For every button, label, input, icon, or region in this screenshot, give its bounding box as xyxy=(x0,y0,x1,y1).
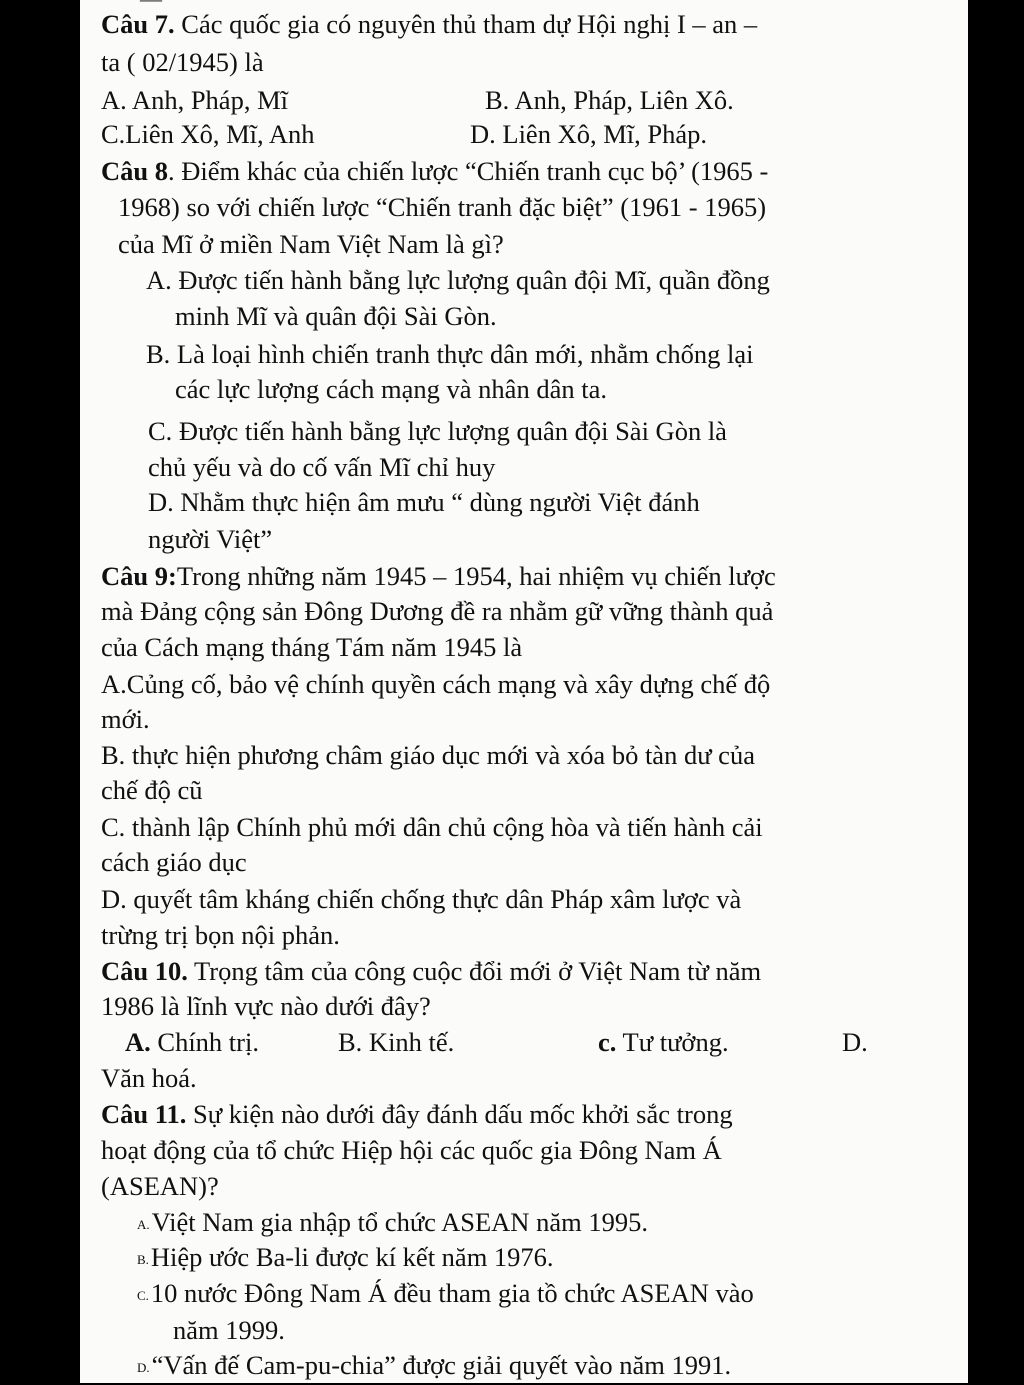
q9-option-d-line1: D. quyết tâm kháng chiến chống thực dân Pháp xâm lược và xyxy=(101,884,742,914)
q10-label: Câu 10. xyxy=(101,956,188,986)
q7-option-b: B. Anh, Pháp, Liên Xô. xyxy=(485,85,734,115)
q7-stem-line2: ta ( 02/1945) là xyxy=(101,47,264,77)
q8-option-c-line2: chủ yếu và do cố vấn Mĩ chỉ huy xyxy=(148,452,496,482)
q11-option-b: B.Hiệp ước Ba-li được kí kết năm 1976. xyxy=(137,1242,554,1272)
q9-option-b-line2: chế độ cũ xyxy=(101,775,203,805)
q9-option-c-line1: C. thành lập Chính phủ mới dân chủ cộng hòa và tiến hành cải xyxy=(101,812,763,842)
q7-stem-line1: Câu 7. Các quốc gia có nguyên thủ tham dự Hội nghị I – an – xyxy=(101,9,758,39)
q11-stem-line1: Câu 11. Sự kiện nào dưới đây đánh dấu mốc khởi sắc trong xyxy=(101,1099,733,1129)
q10-option-d-key: D. xyxy=(842,1027,868,1057)
q7-option-a: A. Anh, Pháp, Mĩ xyxy=(101,85,288,115)
q10-option-a: A. Chính trị. xyxy=(125,1027,259,1057)
q8-stem-line2: 1968) so với chiến lược “Chiến tranh đặc biệt” (1961 - 1965) xyxy=(118,192,767,222)
q11-option-c-line1: C.10 nước Đông Nam Á đều tham gia tồ chức ASEAN vào xyxy=(137,1278,754,1308)
q7-label: Câu 7. xyxy=(101,9,175,39)
q8-option-c-line1: C. Được tiến hành bằng lực lượng quân đội Sài Gòn là xyxy=(148,416,727,446)
q10-stem-line2: 1986 là lĩnh vực nào dưới đây? xyxy=(101,991,431,1021)
q8-option-a-line1: A. Được tiến hành bằng lực lượng quân đội Mĩ, quần đồng xyxy=(146,265,770,295)
q11-stem-line2: hoạt động của tổ chức Hiệp hội các quốc gia Đông Nam Á xyxy=(101,1135,722,1165)
q8-option-b-line2: các lực lượng cách mạng và nhân dân ta. xyxy=(175,374,607,404)
q7-option-c: C.Liên Xô, Mĩ, Anh xyxy=(101,119,315,149)
q9-label: Câu 9: xyxy=(101,561,177,591)
q9-option-b-line1: B. thực hiện phương châm giáo dục mới và xóa bỏ tàn dư của xyxy=(101,740,755,770)
q11-option-d: D.“Vấn đế Cam-pu-chia” được giải quyết vào năm 1991. xyxy=(137,1350,732,1380)
q8-option-d-line1: D. Nhằm thực hiện âm mưu “ dùng người Việt đánh xyxy=(148,487,700,517)
q11-option-a: A.Việt Nam gia nhập tổ chức ASEAN năm 1995. xyxy=(137,1207,648,1237)
document-page xyxy=(80,0,968,1383)
q9-option-a-line1: A.Củng cố, bảo vệ chính quyền cách mạng và xây dựng chế độ xyxy=(101,669,771,699)
q9-stem-line2: mà Đảng cộng sản Đông Dương đề ra nhằm gữ vững thành quả xyxy=(101,596,774,626)
q8-stem-line3: của Mĩ ở miền Nam Việt Nam là gì? xyxy=(118,229,504,259)
q8-option-d-line2: người Việt” xyxy=(148,524,273,554)
q9-option-a-line2: mới. xyxy=(101,704,150,734)
q10-option-c: c. Tư tưởng. xyxy=(598,1027,729,1057)
q9-stem-line3: của Cách mạng tháng Tám năm 1945 là xyxy=(101,632,523,662)
q10-option-b: B. Kinh tế. xyxy=(338,1027,455,1057)
q9-option-d-line2: trừng trị bọn nội phản. xyxy=(101,920,340,950)
q10-option-d-text: Văn hoá. xyxy=(101,1063,197,1093)
q11-label: Câu 11. xyxy=(101,1099,187,1129)
q10-stem-line1: Câu 10. Trọng tâm của công cuộc đổi mới ở Việt Nam từ năm xyxy=(101,956,762,986)
q7-option-d: D. Liên Xô, Mĩ, Pháp. xyxy=(470,119,708,149)
q11-option-c-line2: năm 1999. xyxy=(173,1315,285,1345)
q11-stem-line3: (ASEAN)? xyxy=(101,1171,219,1201)
q8-option-b-line1: B. Là loại hình chiến tranh thực dân mới, nhằm chống lại xyxy=(146,339,754,369)
q8-option-a-line2: minh Mĩ và quân đội Sài Gòn. xyxy=(175,301,497,331)
q9-option-c-line2: cách giáo dục xyxy=(101,847,247,877)
q8-stem-line1: Câu 8. Điểm khác của chiến lược “Chiến tranh cục bộ’ (1965 - xyxy=(101,156,769,186)
q9-stem-line1: Câu 9:Trong những năm 1945 – 1954, hai nhiệm vụ chiến lược xyxy=(101,561,776,591)
q8-label: Câu 8 xyxy=(101,156,169,186)
